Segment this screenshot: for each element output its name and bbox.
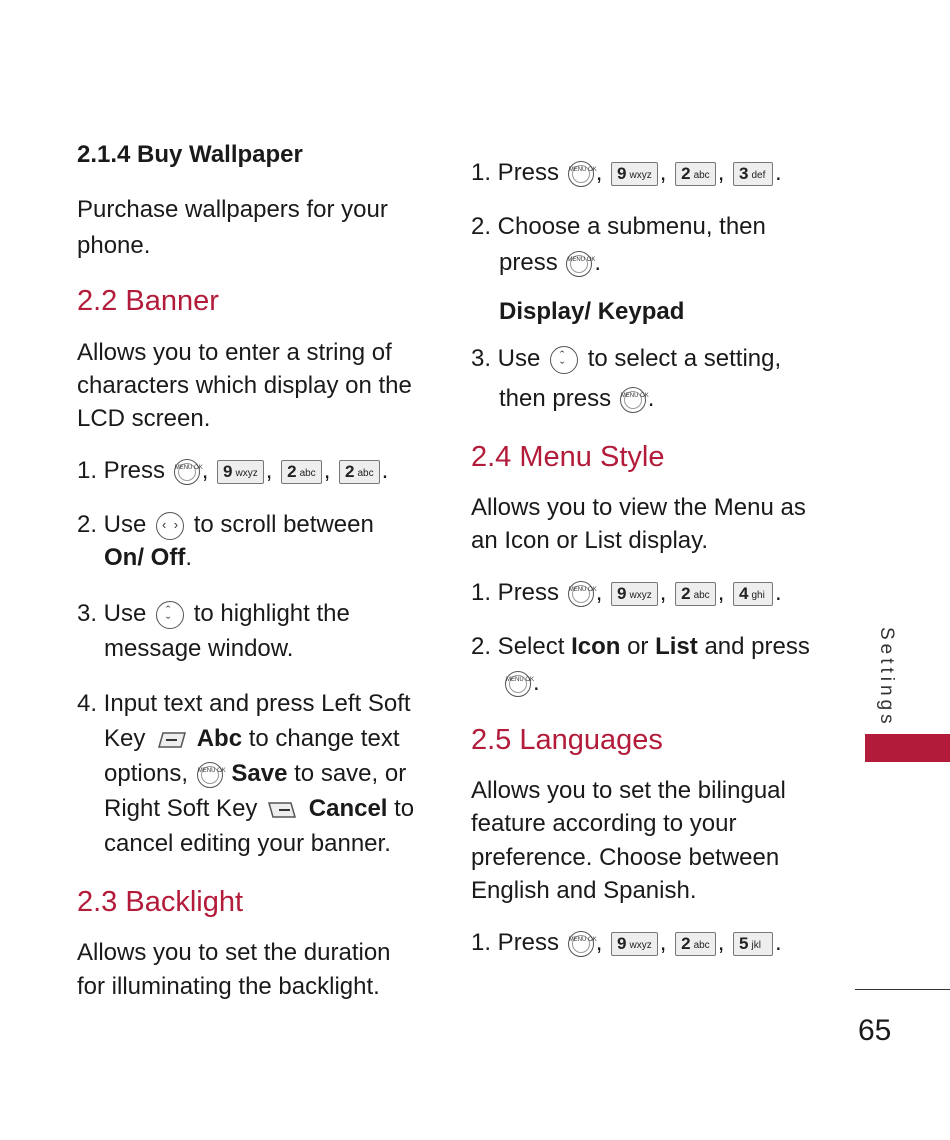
step-use-nav: 2. Use ‹ › to scroll between	[77, 508, 374, 541]
paragraph: Allows you to enter a string of	[77, 339, 392, 366]
step-text: press MENU OK .	[499, 249, 602, 276]
menu-ok-label: MENU OK	[506, 676, 535, 683]
up-down-nav-key-icon	[156, 601, 184, 629]
section-heading-menu-style: 2.4 Menu Style	[471, 441, 665, 473]
paragraph: preference. Choose between	[471, 844, 780, 871]
step-text: 2. Choose a submenu, then	[471, 213, 766, 240]
menu-ok-key-icon	[620, 387, 649, 413]
paragraph: an Icon or List display.	[471, 527, 709, 554]
step-text: On/ Off.	[104, 544, 192, 571]
key-2-icon: 2 abc	[675, 582, 716, 606]
step-text: cancel editing your banner.	[104, 830, 391, 857]
left-soft-key-icon	[155, 729, 187, 751]
menu-ok-key-icon	[505, 671, 535, 697]
step-use-nav: 3. Use ˆ ˇ to select a setting,	[471, 342, 781, 375]
key-9-icon: 9 wxyz	[611, 162, 658, 186]
paragraph: feature according to your	[471, 810, 737, 837]
menu-ok-key-icon	[568, 161, 597, 187]
key-2-icon: 2 abc	[281, 460, 322, 484]
paragraph: for illuminating the backlight.	[77, 973, 380, 1000]
key-9-icon: 9 wxyz	[611, 932, 658, 956]
menu-ok-label: MENU OK	[174, 464, 203, 471]
key-2-icon: 2 abc	[675, 162, 716, 186]
menu-ok-label: MENU OK	[620, 392, 649, 399]
section-tab-marker	[865, 734, 950, 762]
step-press-keys: 1. Press MENU OK , 9 wxyz , 2 abc , 4 ghi .	[471, 579, 782, 606]
menu-ok-label: MENU OK	[568, 166, 597, 173]
step-press-keys: 1. Press MENU OK , 9 wxyz , 2 abc , 5 jkl .	[471, 929, 782, 956]
step-text: MENU OK .	[506, 669, 540, 696]
step-text: Key Abc to change text	[104, 725, 400, 752]
menu-ok-key-icon	[174, 459, 203, 485]
key-9-icon: 9 wxyz	[611, 582, 658, 606]
step-press-keys: 1. Press MENU OK , 9 wxyz , 2 abc , 3 def .	[471, 159, 782, 186]
page-number: 65	[858, 1014, 892, 1047]
paragraph: Allows you to view the Menu as	[471, 494, 806, 521]
step-text: then press MENU OK .	[499, 385, 655, 412]
key-2-icon: 2 abc	[675, 932, 716, 956]
step-text: 4. Input text and press Left Soft	[77, 690, 411, 717]
menu-ok-label: MENU OK	[567, 256, 596, 263]
menu-ok-key-icon	[568, 581, 597, 607]
paragraph: English and Spanish.	[471, 877, 697, 904]
step-press-keys: 1. Press MENU OK , 9 wxyz , 2 abc , 2 abc .	[77, 457, 389, 484]
footer-divider	[855, 989, 950, 990]
paragraph: phone.	[77, 232, 151, 259]
paragraph: Allows you to set the bilingual	[471, 777, 786, 804]
step-text: options, MENU OK Save to save, or	[104, 760, 407, 787]
key-2-icon: 2 abc	[339, 460, 380, 484]
step-text: Right Soft Key Cancel to	[104, 795, 415, 822]
section-heading-banner: 2.2 Banner	[77, 285, 219, 317]
paragraph: LCD screen.	[77, 405, 211, 432]
key-4-icon: 4 ghi	[733, 582, 773, 606]
menu-ok-label: MENU OK	[197, 767, 226, 774]
menu-ok-label: MENU OK	[568, 586, 597, 593]
right-soft-key-icon	[267, 799, 299, 821]
key-3-icon: 3 def	[733, 162, 773, 186]
key-9-icon: 9 wxyz	[217, 460, 264, 484]
section-side-label: Settings	[876, 627, 897, 728]
paragraph: Allows you to set the duration	[77, 939, 391, 966]
step-text: message window.	[104, 635, 294, 662]
step-use-nav: 3. Use ˆ ˇ to highlight the	[77, 597, 350, 630]
menu-ok-key-icon	[568, 931, 597, 957]
left-right-nav-key-icon	[156, 512, 184, 540]
section-heading-languages: 2.5 Languages	[471, 724, 663, 756]
section-heading-buy-wallpaper: 2.1.4 Buy Wallpaper	[77, 141, 303, 168]
paragraph: characters which display on the	[77, 372, 412, 399]
option-list: Display/ Keypad	[499, 298, 685, 325]
menu-ok-key-icon	[566, 251, 596, 277]
step-text: 2. Select Icon or List and press	[471, 633, 810, 660]
step-text: 1. Press	[77, 457, 166, 484]
key-5-icon: 5 jkl	[733, 932, 773, 956]
section-heading-backlight: 2.3 Backlight	[77, 886, 244, 918]
menu-ok-key-icon	[197, 762, 226, 788]
paragraph: Purchase wallpapers for your	[77, 196, 388, 223]
up-down-nav-key-icon	[550, 346, 578, 374]
menu-ok-label: MENU OK	[568, 936, 597, 943]
